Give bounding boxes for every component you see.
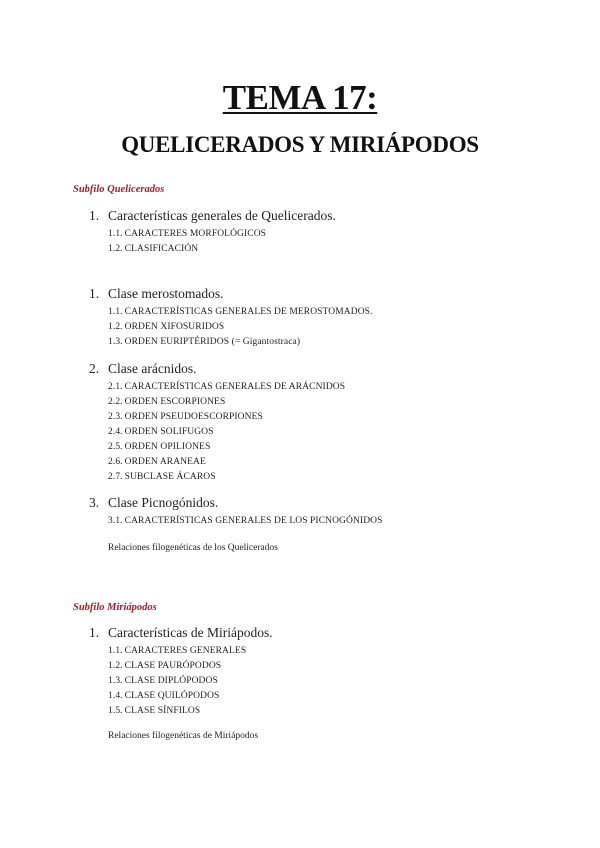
subtopic-item: 2.3. ORDEN PSEUDOESCORPIONES — [108, 412, 263, 422]
topic-item — [0, 208, 600, 227]
page-subtitle: QUELICERADOS Y MIRIÁPODOS — [121, 132, 479, 157]
topic-group — [0, 495, 600, 529]
subtopic-list — [0, 227, 600, 257]
subtopic-list — [0, 305, 600, 350]
topic-group — [0, 286, 600, 350]
topic-label: Clase merostomados. — [108, 286, 224, 301]
subtopic-item: 2.4. ORDEN SOLIFUGOS — [108, 427, 214, 437]
topic-number: 1. — [89, 286, 100, 301]
subtopic-item: 2.6. ORDEN ARANEAE — [108, 457, 206, 467]
topic-number: 1. — [89, 208, 100, 223]
subtopic-item: 1.4. CLASE QUILÓPODOS — [108, 691, 220, 701]
subtopic-item: 2.2. ORDEN ESCORPIONES — [108, 397, 226, 407]
page-title: TEMA 17: — [222, 78, 378, 117]
topic-number: 2. — [89, 361, 100, 376]
subtopic-item: 1.1. CARACTERES GENERALES — [108, 646, 247, 656]
subtopic-item: 2.5. ORDEN OPILIONES — [108, 442, 211, 452]
topic-label: Características generales de Quelicerados. — [108, 208, 336, 223]
topic-label: Clase arácnidos. — [108, 361, 197, 376]
section-label-miriapodos: Subfilo Miriápodos — [73, 602, 157, 613]
subtopic-item: 1.2. CLASIFICACIÓN — [108, 244, 199, 254]
topic-group — [0, 361, 600, 485]
topic-item — [0, 625, 600, 644]
phylogeny-note-quelicerados: Relaciones filogenéticas de los Quelicerados — [108, 543, 278, 553]
subtopic-list — [0, 514, 600, 529]
subtopic-item: 2.7. SUBCLASE ÁCAROS — [108, 472, 216, 482]
subtopic-item: 1.1. CARACTERES MORFOLÓGICOS — [108, 229, 267, 239]
subtopic-item: 1.3. CLASE DIPLÓPODOS — [108, 676, 218, 686]
subtopic-item: 1.1. CARACTERÍSTICAS GENERALES DE MEROSTOMADOS. — [108, 307, 373, 317]
topic-label: Clase Picnogónidos. — [108, 495, 219, 510]
subtopic-item: 1.2. CLASE PAURÓPODOS — [108, 661, 222, 671]
subtopic-item: 2.1. CARACTERÍSTICAS GENERALES DE ARÁCNIDOS — [108, 382, 346, 392]
subtopic-item: 3.1. CARACTERÍSTICAS GENERALES DE LOS PICNOGÓNIDOS — [108, 516, 383, 526]
subtopic-item: 1.3. ORDEN EURIPTÉRIDOS (= Gigantostraca) — [108, 337, 301, 347]
subtopic-item: 1.5. CLASE SÍNFILOS — [108, 706, 201, 716]
topic-label: Características de Miriápodos. — [108, 625, 273, 640]
topic-item — [0, 286, 600, 305]
subtopic-item: 1.2. ORDEN XIFOSURIDOS — [108, 322, 225, 332]
topic-group — [0, 208, 600, 257]
topic-number: 1. — [89, 625, 100, 640]
topic-number: 3. — [89, 495, 100, 510]
section-label-quelicerados: Subfilo Quelicerados — [73, 184, 165, 195]
topic-group — [0, 625, 600, 719]
topic-item — [0, 361, 600, 380]
topic-item — [0, 495, 600, 514]
phylogeny-note-miriapodos: Relaciones filogenéticas de Miriápodos — [108, 731, 259, 741]
subtopic-list — [0, 380, 600, 485]
subtopic-list — [0, 644, 600, 719]
